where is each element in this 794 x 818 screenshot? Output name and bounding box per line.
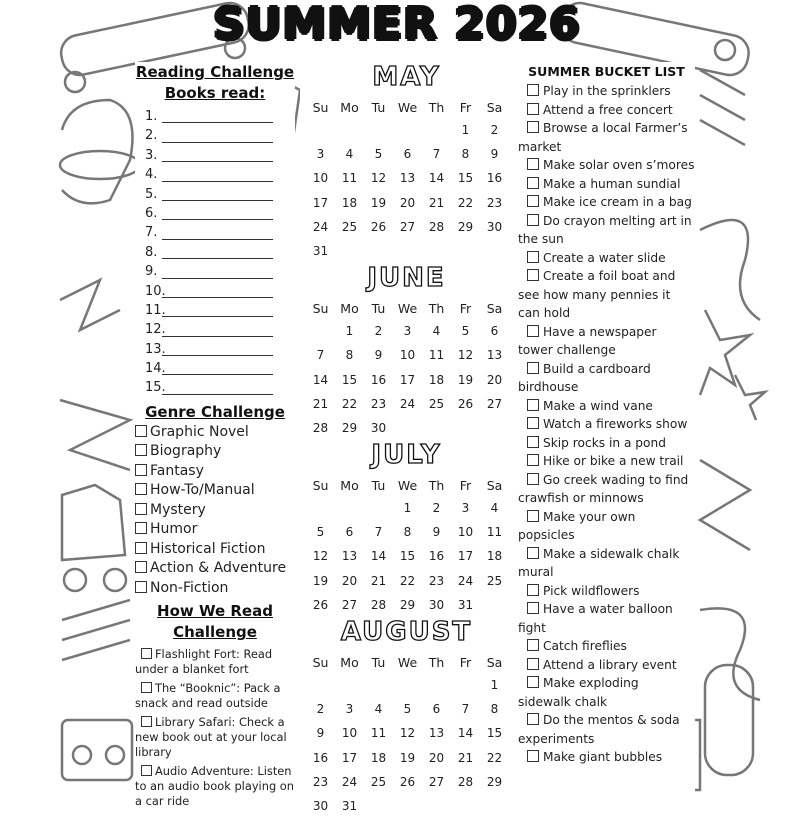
month-grid (306, 476, 513, 617)
calendar-day: 31 (341, 798, 358, 813)
checkbox[interactable] (141, 765, 152, 776)
checkbox[interactable] (527, 84, 539, 96)
genre-challenge-heading: Genre Challenge (145, 402, 285, 421)
calendar-day: 15 (486, 726, 503, 741)
calendar-column (300, 62, 513, 813)
bucket-item[interactable]: Have a water balloon fight (518, 602, 673, 635)
calendar-day: 18 (341, 195, 358, 210)
calendar-day: 18 (428, 372, 445, 387)
calendar-day: 21 (457, 750, 474, 765)
calendar-day: 26 (312, 597, 329, 612)
genre-item[interactable]: Humor (135, 520, 295, 540)
calendar-day: 28 (457, 774, 474, 789)
bucket-item[interactable]: Build a cardboard birdhouse (518, 361, 651, 394)
checkbox[interactable] (141, 648, 152, 659)
calendar-day: 4 (345, 147, 354, 162)
calendar-day: 3 (403, 324, 412, 339)
bucket-item[interactable]: Catch fireflies (518, 637, 695, 656)
calendar-day: 5 (316, 525, 325, 540)
weekday-label: Tu (371, 301, 386, 317)
bucket-item[interactable]: Create a foil boat and see how many pennies it can hold (518, 269, 676, 320)
calendar-day: 14 (370, 549, 387, 564)
genre-item[interactable]: Historical Fiction (135, 540, 295, 560)
calendar-day: 7 (432, 147, 441, 162)
how-item[interactable]: Audio Adventure: Listen to an audio book playing on a car ride (135, 764, 294, 809)
bucket-item[interactable]: Make solar oven s’mores (518, 156, 695, 175)
calendar-day: 24 (399, 396, 416, 411)
book-line[interactable]: 8. (135, 243, 295, 262)
checkbox[interactable] (527, 436, 539, 448)
month-name: JULY (371, 440, 442, 471)
calendar-day: 13 (341, 549, 358, 564)
checkbox[interactable] (527, 750, 539, 762)
calendar-day: 14 (312, 372, 329, 387)
calendar-day: 25 (486, 573, 503, 588)
calendar-day: 26 (370, 219, 387, 234)
calendar-empty-cell (335, 496, 364, 520)
weekday-label: Mo (340, 301, 359, 317)
bucket-item[interactable]: Skip rocks in a pond (518, 434, 695, 453)
calendar-day: 31 (312, 243, 329, 258)
checkbox[interactable] (135, 444, 147, 456)
bucket-item[interactable]: Browse a local Farmer’s market (518, 121, 688, 154)
bucket-item[interactable]: Make exploding sidewalk chalk (518, 676, 639, 709)
books-read-list (135, 107, 295, 398)
calendar-day: 15 (399, 549, 416, 564)
calendar-day: 15 (457, 171, 474, 186)
checkbox[interactable] (527, 214, 539, 226)
book-line[interactable]: 12. (135, 320, 295, 339)
calendar-day: 13 (399, 171, 416, 186)
calendar-day: 11 (428, 348, 445, 363)
calendar-day: 4 (432, 324, 441, 339)
weekday-label: Th (428, 478, 445, 494)
calendar-day: 13 (486, 348, 503, 363)
book-line[interactable]: 14. (135, 359, 295, 378)
checkbox[interactable] (527, 658, 539, 670)
calendar-day: 4 (490, 501, 499, 516)
calendar-day: 3 (345, 702, 354, 717)
checkbox[interactable] (527, 103, 539, 115)
calendar-day: 27 (399, 219, 416, 234)
bucket-item[interactable]: Watch a fireworks show (518, 415, 695, 434)
checkbox[interactable] (135, 561, 147, 573)
book-line[interactable]: 11. (135, 301, 295, 320)
left-column (135, 62, 295, 809)
bucket-list-heading: SUMMER BUCKET LIST (528, 64, 685, 79)
weekday-label: We (397, 100, 418, 115)
checkbox[interactable] (527, 251, 539, 263)
bucket-item[interactable]: Make your own popsicles (518, 509, 636, 542)
calendar-day: 27 (486, 396, 503, 411)
book-line[interactable]: 15. (135, 378, 295, 397)
bucket-list (518, 82, 695, 767)
calendar-day: 9 (316, 726, 325, 741)
calendar-empty-cell (422, 673, 451, 697)
checkbox[interactable] (527, 584, 539, 596)
calendar-day: 27 (341, 597, 358, 612)
checkbox[interactable] (527, 325, 539, 337)
checkbox[interactable] (527, 417, 539, 429)
checkbox[interactable] (135, 503, 147, 515)
genre-item[interactable]: How-To/Manual (135, 481, 295, 501)
genre-item[interactable]: Non-Fiction (135, 579, 295, 599)
bucket-item[interactable]: Do the mentos & soda experiments (518, 713, 680, 746)
calendar-day: 10 (341, 726, 358, 741)
checkbox[interactable] (527, 547, 539, 559)
checkbox[interactable] (135, 542, 147, 554)
genre-item[interactable]: Fantasy (135, 462, 295, 482)
book-line[interactable]: 7. (135, 223, 295, 242)
calendar-day: 18 (486, 549, 503, 564)
calendar-empty-cell (364, 496, 393, 520)
calendar-day: 13 (428, 726, 445, 741)
calendar-day: 28 (312, 420, 329, 435)
calendar-day: 5 (403, 702, 412, 717)
bucket-item[interactable]: Play in the sprinklers (518, 82, 695, 101)
calendar-day: 29 (399, 597, 416, 612)
genre-item[interactable]: Biography (135, 442, 295, 462)
calendar-day: 11 (341, 171, 358, 186)
calendar-day: 12 (457, 348, 474, 363)
calendar-day: 21 (312, 396, 329, 411)
checkbox[interactable] (135, 581, 147, 593)
calendar-day: 7 (316, 348, 325, 363)
calendar-empty-cell (335, 118, 364, 142)
calendar-day: 19 (399, 750, 416, 765)
checkbox[interactable] (527, 473, 539, 485)
calendar-day: 11 (370, 726, 387, 741)
weekday-label: We (397, 655, 418, 670)
weekday-label: Su (312, 655, 329, 670)
month-grid (306, 653, 513, 818)
bucket-item[interactable]: Go creek wading to find crawfish or minnows (518, 472, 689, 505)
calendar-day: 24 (312, 219, 329, 234)
calendar-day: 5 (374, 147, 383, 162)
calendar-day: 26 (399, 774, 416, 789)
weekday-label: Th (428, 655, 445, 670)
genre-list (135, 423, 295, 599)
calendar-day: 2 (374, 324, 383, 339)
calendar-empty-cell (306, 673, 335, 697)
bucket-item[interactable]: Make a sidewalk chalk mural (518, 546, 680, 579)
calendar-day: 10 (399, 348, 416, 363)
checkbox[interactable] (141, 716, 152, 727)
bucket-item[interactable]: Make giant bubbles (518, 748, 695, 767)
checkbox[interactable] (527, 602, 539, 614)
calendar-day: 8 (403, 525, 412, 540)
genre-item[interactable]: Action & Adventure (135, 559, 295, 579)
calendar-day: 22 (399, 573, 416, 588)
calendar-empty-cell (451, 673, 480, 697)
weekday-label: Sa (486, 655, 503, 670)
calendar-day: 29 (341, 420, 358, 435)
calendar-day: 16 (312, 750, 329, 765)
weekday-label: Sa (486, 478, 503, 494)
calendar-day: 31 (457, 597, 474, 612)
calendar-day: 26 (457, 396, 474, 411)
calendar-day: 7 (461, 702, 470, 717)
how-item[interactable]: Flashlight Fort: Read under a blanket fort (135, 647, 273, 677)
calendar-day: 19 (312, 573, 329, 588)
weekday-label: Th (428, 301, 445, 317)
calendar-day: 9 (432, 525, 441, 540)
how-we-read-list (135, 647, 295, 809)
checkbox[interactable] (527, 362, 539, 374)
checkbox[interactable] (527, 639, 539, 651)
book-line[interactable]: 1. (135, 107, 295, 126)
calendar-empty-cell (393, 673, 422, 697)
checkbox[interactable] (527, 121, 539, 133)
calendar-day: 9 (374, 348, 383, 363)
calendar-day: 23 (486, 195, 503, 210)
checkbox[interactable] (527, 195, 539, 207)
how-we-read-heading-line2: Challenge (173, 623, 257, 642)
calendar-day: 3 (461, 501, 470, 516)
calendar-day: 12 (370, 171, 387, 186)
calendar-day: 3 (316, 147, 325, 162)
books-read-heading: Books read: (164, 84, 266, 102)
calendar-day: 16 (370, 372, 387, 387)
calendar-day: 30 (428, 597, 445, 612)
calendar-day: 27 (428, 774, 445, 789)
checkbox[interactable] (527, 676, 539, 688)
calendar-day: 16 (428, 549, 445, 564)
bucket-item[interactable]: Make a human sundial (518, 175, 695, 194)
calendar-day: 12 (399, 726, 416, 741)
calendar-day: 14 (428, 171, 445, 186)
calendar-day: 30 (312, 798, 329, 813)
calendar-day: 24 (341, 774, 358, 789)
page-title: SUMMER 2026 (213, 0, 581, 50)
bucket-item[interactable]: Do crayon melting art in the sun (518, 213, 692, 246)
checkbox[interactable] (527, 269, 539, 281)
calendar-day: 17 (341, 750, 358, 765)
checkbox[interactable] (135, 483, 147, 495)
bucket-item[interactable]: Pick wildflowers (518, 582, 695, 601)
checkbox[interactable] (527, 177, 539, 189)
calendar-day: 24 (457, 573, 474, 588)
calendar-day: 4 (374, 702, 383, 717)
calendar-day: 21 (370, 573, 387, 588)
calendar-day: 1 (403, 501, 412, 516)
calendar-day: 22 (341, 396, 358, 411)
calendar-day: 8 (345, 348, 354, 363)
book-line[interactable]: 6. (135, 204, 295, 223)
weekday-label: Sa (486, 301, 503, 317)
calendar-day: 17 (457, 549, 474, 564)
calendar-day: 12 (312, 549, 329, 564)
weekday-label: We (397, 478, 418, 494)
calendar-day: 25 (341, 219, 358, 234)
calendar-day: 22 (486, 750, 503, 765)
weekday-label: Mo (340, 655, 359, 670)
calendar-empty-cell (422, 118, 451, 142)
calendar-day: 30 (370, 420, 387, 435)
checkbox[interactable] (527, 454, 539, 466)
calendar-empty-cell (364, 118, 393, 142)
calendar-day: 6 (403, 147, 412, 162)
checkbox[interactable] (527, 158, 539, 170)
checkbox[interactable] (135, 464, 147, 476)
weekday-label: Su (312, 478, 329, 494)
genre-item[interactable]: Graphic Novel (135, 423, 295, 443)
calendar-day: 23 (312, 774, 329, 789)
calendar-day: 1 (461, 123, 470, 137)
calendar-day: 8 (461, 147, 470, 162)
weekday-label: Tu (371, 655, 386, 670)
calendar-day: 23 (428, 573, 445, 588)
bucket-item[interactable]: Attend a library event (518, 656, 695, 675)
calendar-day: 9 (490, 147, 499, 162)
weekday-label: Mo (340, 478, 359, 494)
weekday-label: Mo (340, 100, 359, 115)
calendar-empty-cell (306, 319, 335, 343)
book-line[interactable]: 13. (135, 340, 295, 359)
calendar-day: 6 (432, 702, 441, 717)
calendar-empty-cell (393, 118, 422, 142)
calendar-day: 1 (345, 324, 354, 339)
calendar-day: 17 (399, 372, 416, 387)
book-line[interactable]: 5. (135, 185, 295, 204)
month-grid (306, 98, 513, 263)
weekday-label: We (397, 301, 418, 317)
calendar-day: 6 (490, 324, 499, 339)
checkbox[interactable] (135, 522, 147, 534)
how-item[interactable]: The “Booknic”: Pack a snack and read outside (135, 681, 281, 711)
weekday-label: Fr (459, 100, 472, 115)
reading-challenge-heading: Reading Challenge (135, 63, 295, 81)
weekday-label: Th (428, 100, 445, 115)
bucket-item[interactable]: Hike or bike a new trail (518, 452, 695, 471)
calendar-day: 1 (490, 678, 499, 692)
checkbox[interactable] (135, 425, 147, 437)
calendar-day: 20 (399, 195, 416, 210)
calendar-day: 28 (428, 219, 445, 234)
weekday-label: Su (312, 100, 329, 115)
calendar-day: 22 (457, 195, 474, 210)
calendar-day: 16 (486, 171, 503, 186)
book-line[interactable]: 10. (135, 282, 295, 301)
weekday-label: Fr (459, 478, 472, 494)
calendar-day: 20 (341, 573, 358, 588)
calendar-day: 7 (374, 525, 383, 540)
calendar-day: 10 (312, 171, 329, 186)
calendar-empty-cell (306, 118, 335, 142)
calendar-day: 25 (428, 396, 445, 411)
book-line[interactable]: 3. (135, 146, 295, 165)
calendar-day: 8 (490, 702, 499, 717)
book-line[interactable]: 9. (135, 262, 295, 281)
calendar-day: 2 (490, 123, 499, 137)
how-we-read-heading: How We Read (157, 602, 273, 621)
calendar-day: 11 (486, 525, 503, 540)
bucket-item[interactable]: Create a water slide (518, 249, 695, 268)
calendar-day: 6 (345, 525, 354, 540)
checkbox[interactable] (141, 682, 152, 693)
calendar-day: 23 (370, 396, 387, 411)
weekday-label: Sa (486, 100, 503, 115)
calendar-day: 10 (457, 525, 474, 540)
bucket-item[interactable]: Make a wind vane (518, 397, 695, 416)
calendar-day: 20 (428, 750, 445, 765)
bucket-item[interactable]: Make ice cream in a bag (518, 193, 695, 212)
calendar-empty-cell (335, 673, 364, 697)
book-line[interactable]: 4. (135, 165, 295, 184)
calendar-day: 14 (457, 726, 474, 741)
calendar-day: 30 (486, 219, 503, 234)
calendar-empty-cell (306, 496, 335, 520)
calendar-day: 18 (370, 750, 387, 765)
how-item[interactable]: Library Safari: Check a new book out at your local library (135, 715, 287, 760)
bucket-item[interactable]: Attend a free concert (518, 101, 695, 120)
weekday-label: Tu (371, 478, 386, 494)
checkbox[interactable] (527, 713, 539, 725)
genre-item[interactable]: Mystery (135, 501, 295, 521)
month-name: MAY (372, 62, 441, 92)
calendar-empty-cell (364, 673, 393, 697)
weekday-label: Fr (459, 655, 472, 670)
weekday-label: Su (312, 301, 329, 317)
calendar-day: 2 (316, 702, 325, 717)
calendar-day: 19 (370, 195, 387, 210)
calendar-day: 15 (341, 372, 358, 387)
calendar-day: 21 (428, 195, 445, 210)
calendar-day: 19 (457, 372, 474, 387)
calendar-day: 29 (486, 774, 503, 789)
calendar-day: 20 (486, 372, 503, 387)
calendar-day: 29 (457, 219, 474, 234)
bucket-list-column (518, 62, 695, 794)
month-grid (306, 299, 513, 440)
weekday-label: Tu (371, 100, 386, 115)
calendar-day: 25 (370, 774, 387, 789)
bucket-item[interactable]: Have a newspaper tower challenge (518, 324, 657, 357)
checkbox[interactable] (527, 510, 539, 522)
book-line[interactable]: 2. (135, 126, 295, 145)
month-name: AUGUST (340, 617, 473, 647)
calendar-day: 28 (370, 597, 387, 612)
calendar-day: 2 (432, 501, 441, 516)
calendar-day: 5 (461, 324, 470, 339)
weekday-label: Fr (459, 301, 472, 317)
checkbox[interactable] (527, 399, 539, 411)
month-name: JUNE (367, 263, 446, 294)
calendar-day: 17 (312, 195, 329, 210)
